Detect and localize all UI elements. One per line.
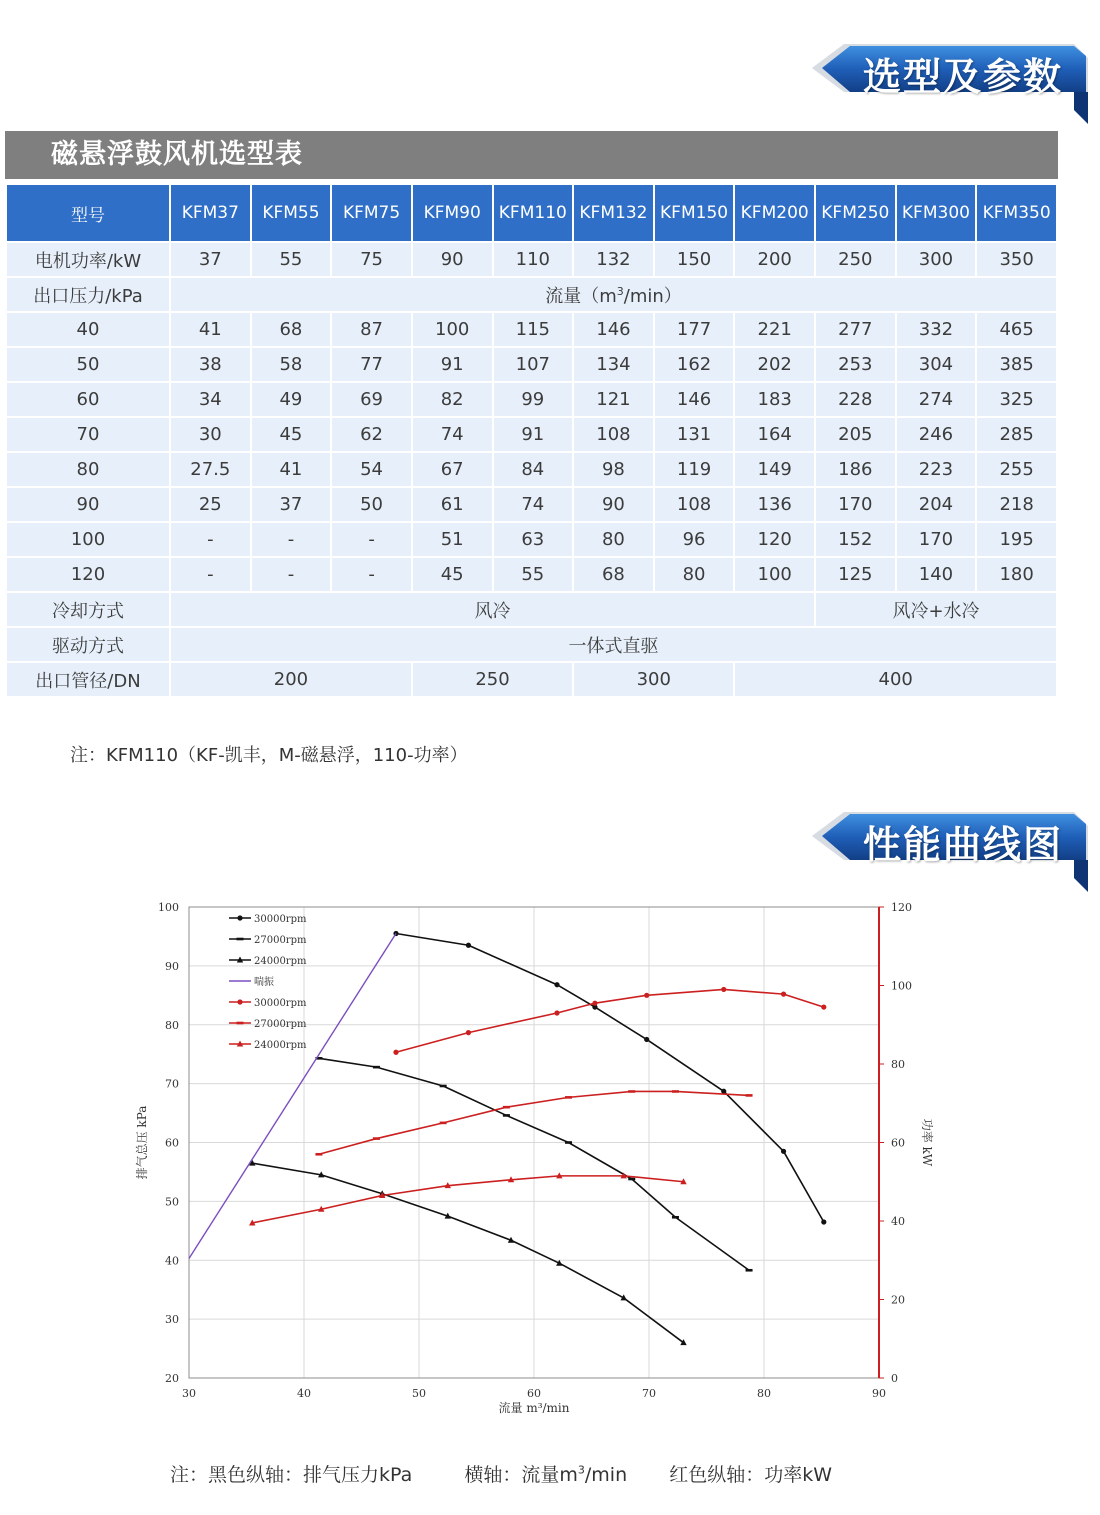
data-point [503, 1106, 510, 1109]
pressure-value: 100 [7, 523, 169, 556]
drive-value: 一体式直驱 [171, 628, 1056, 661]
note-x-text: 横轴：流量m [464, 1464, 578, 1486]
flow-cell: 107 [494, 348, 573, 381]
flow-cell: 183 [735, 383, 814, 416]
data-point [721, 987, 726, 992]
y-tick-label: 50 [165, 1195, 179, 1209]
model-note: 注：KFM110（KF-凯丰，M-磁悬浮，110-功率） [70, 745, 468, 766]
flow-cell: 68 [574, 558, 653, 591]
table-row [7, 558, 1056, 591]
flow-cell: 205 [816, 418, 895, 451]
data-point [237, 938, 244, 941]
dn-label: 出口管径/DN [7, 663, 169, 696]
flow-cell: 100 [413, 313, 492, 346]
flow-cell: 74 [413, 418, 492, 451]
table-row [7, 383, 1056, 416]
flow-cell: 180 [977, 558, 1056, 591]
flow-cell: 195 [977, 523, 1056, 556]
y-tick-label: 60 [165, 1136, 179, 1150]
flow-cell: 285 [977, 418, 1056, 451]
flow-cell: 125 [816, 558, 895, 591]
power-label: 电机功率/kW [7, 243, 169, 276]
y2-tick-label: 100 [891, 979, 912, 993]
data-point [373, 1137, 380, 1140]
flow-cell: 121 [574, 383, 653, 416]
selection-table [5, 183, 1058, 698]
header-model: KFM250 [816, 185, 895, 241]
data-point [554, 982, 559, 987]
flow-cell: 58 [252, 348, 331, 381]
table-cell: 37 [171, 243, 250, 276]
x-tick-label: 50 [412, 1387, 426, 1400]
data-point [237, 1022, 244, 1025]
flow-label-unit: /min） [623, 285, 682, 307]
cooling-label: 冷却方式 [7, 593, 169, 626]
data-point [721, 1089, 726, 1094]
data-point [644, 993, 649, 998]
header-model: KFM37 [171, 185, 250, 241]
x-tick-label: 40 [297, 1387, 311, 1400]
flow-cell: 68 [252, 313, 331, 346]
y2-tick-label: 0 [891, 1372, 898, 1385]
dn-value: 300 [574, 663, 733, 696]
note-x-axis [464, 1460, 627, 1487]
cooling-air: 风冷 [171, 593, 814, 626]
flow-cell: 332 [897, 313, 976, 346]
legend-label: 喘振 [254, 977, 274, 988]
table-title: 磁悬浮鼓风机选型表 [5, 131, 1058, 179]
table-cell: 300 [897, 243, 976, 276]
dn-value: 250 [413, 663, 572, 696]
performance-chart [130, 893, 950, 1433]
series-line [396, 989, 824, 1052]
header-model: KFM300 [897, 185, 976, 241]
flow-cell: 37 [252, 488, 331, 521]
header-model: KFM350 [977, 185, 1056, 241]
table-cell: 55 [252, 243, 331, 276]
table-row [7, 488, 1056, 521]
table-row [7, 313, 1056, 346]
flow-cell: 170 [816, 488, 895, 521]
series-line [396, 933, 824, 1221]
y2-tick-label: 40 [891, 1215, 905, 1228]
data-point [644, 1037, 649, 1042]
legend-label: 27000rpm [254, 935, 307, 946]
pressure-value: 80 [7, 453, 169, 486]
y-tick-label: 70 [165, 1077, 179, 1091]
flow-cell: 223 [897, 453, 976, 486]
flow-cell: 74 [494, 488, 573, 521]
flow-cell: 221 [735, 313, 814, 346]
header-model: KFM150 [655, 185, 734, 241]
data-point [821, 1004, 826, 1009]
flow-cell: 100 [735, 558, 814, 591]
note-x-unit: /min [584, 1464, 628, 1486]
flow-cell: 170 [897, 523, 976, 556]
legend-label: 24000rpm [254, 956, 307, 967]
flow-cell: 277 [816, 313, 895, 346]
flow-cell: 304 [897, 348, 976, 381]
flow-cell: - [332, 558, 411, 591]
legend-item [229, 1040, 307, 1051]
table-cell: 250 [816, 243, 895, 276]
drive-row [7, 628, 1056, 661]
flow-cell: 146 [574, 313, 653, 346]
flow-label-text: 流量（m [545, 285, 617, 307]
note-x-sup: 3 [577, 1463, 585, 1477]
pressure-value: 50 [7, 348, 169, 381]
flow-cell: 84 [494, 453, 573, 486]
series-line [252, 1163, 683, 1343]
flow-cell: 228 [816, 383, 895, 416]
pressure-value: 60 [7, 383, 169, 416]
flow-cell: 50 [332, 488, 411, 521]
flow-cell: 90 [574, 488, 653, 521]
flow-cell: 186 [816, 453, 895, 486]
table-cell: 90 [413, 243, 492, 276]
flow-cell: 62 [332, 418, 411, 451]
flow-cell: 152 [816, 523, 895, 556]
data-point [440, 1122, 447, 1125]
header-model: KFM110 [494, 185, 573, 241]
chart-note [170, 1460, 832, 1487]
flow-cell: 45 [252, 418, 331, 451]
data-point [466, 943, 471, 948]
banner-title: 性能曲线图 [862, 823, 1063, 867]
dn-value: 200 [171, 663, 411, 696]
x-tick-label: 90 [872, 1387, 886, 1400]
flow-cell: 149 [735, 453, 814, 486]
power-row [7, 243, 1056, 276]
flow-cell: 108 [574, 418, 653, 451]
x-axis-title: 流量 m³/min [498, 1401, 570, 1415]
flow-cell: 61 [413, 488, 492, 521]
banner-title: 选型及参数 [862, 55, 1063, 99]
data-point [440, 1085, 447, 1088]
header-model: KFM132 [574, 185, 653, 241]
x-tick-label: 70 [642, 1387, 656, 1400]
flow-cell: - [252, 523, 331, 556]
table-row [7, 453, 1056, 486]
legend-label: 27000rpm [254, 1019, 307, 1030]
header-model: KFM75 [332, 185, 411, 241]
flow-cell: 69 [332, 383, 411, 416]
x-tick-label: 60 [527, 1387, 541, 1400]
flow-cell: 27.5 [171, 453, 250, 486]
flow-cell: 465 [977, 313, 1056, 346]
flow-cell: 54 [332, 453, 411, 486]
flow-cell: 55 [494, 558, 573, 591]
table-cell: 350 [977, 243, 1056, 276]
y-tick-label: 20 [165, 1372, 179, 1385]
data-point [821, 1219, 826, 1224]
pressure-value: 90 [7, 488, 169, 521]
legend-label: 30000rpm [254, 998, 307, 1009]
data-point [672, 1216, 679, 1219]
flow-cell: 146 [655, 383, 734, 416]
y2-tick-label: 60 [891, 1136, 905, 1150]
pressure-label: 出口压力/kPa [7, 278, 169, 311]
x-tick-label: 80 [757, 1387, 771, 1400]
table-cell: 132 [574, 243, 653, 276]
y-tick-label: 90 [165, 959, 179, 973]
data-point [672, 1090, 679, 1093]
flow-cell: - [171, 558, 250, 591]
data-point [237, 915, 242, 920]
data-point [746, 1269, 753, 1272]
flow-cell: 34 [171, 383, 250, 416]
data-point [393, 1050, 398, 1055]
table-row [7, 523, 1056, 556]
flow-cell: 253 [816, 348, 895, 381]
flow-cell: 274 [897, 383, 976, 416]
flow-cell: 38 [171, 348, 250, 381]
flow-cell: 325 [977, 383, 1056, 416]
flow-cell: 87 [332, 313, 411, 346]
flow-cell: 98 [574, 453, 653, 486]
y-tick-label: 30 [165, 1313, 179, 1327]
section-banner-selection [812, 40, 1092, 122]
y-tick-label: 100 [158, 901, 179, 914]
y2-tick-label: 80 [891, 1058, 905, 1071]
data-point [592, 1001, 597, 1006]
table-header-row [7, 185, 1056, 241]
data-point [554, 1010, 559, 1015]
flow-cell: 41 [171, 313, 250, 346]
legend-label: 24000rpm [254, 1040, 307, 1051]
flow-cell: 162 [655, 348, 734, 381]
data-point [373, 1066, 380, 1069]
flow-cell: - [171, 523, 250, 556]
data-point [503, 1114, 510, 1117]
legend-item [229, 975, 274, 988]
header-model-label: 型号 [7, 185, 169, 241]
legend-item [229, 935, 307, 946]
series-line [252, 1176, 683, 1223]
header-model: KFM55 [252, 185, 331, 241]
dn-value: 400 [735, 663, 1056, 696]
y-tick-label: 40 [165, 1254, 179, 1268]
table-row [7, 348, 1056, 381]
series-pressure-24000rpm [249, 1160, 687, 1346]
cooling-row [7, 593, 1056, 626]
y-tick-label: 80 [165, 1018, 179, 1032]
data-point [628, 1090, 635, 1093]
pressure-value: 120 [7, 558, 169, 591]
note-right-axis: 红色纵轴：功率kW [669, 1464, 832, 1486]
series-power-24000rpm [249, 1172, 687, 1225]
flow-cell: 82 [413, 383, 492, 416]
flow-cell: 91 [413, 348, 492, 381]
data-point [781, 992, 786, 997]
legend-item [229, 998, 307, 1009]
flow-cell: 108 [655, 488, 734, 521]
y2-tick-label: 20 [891, 1293, 905, 1307]
pressure-header-row [7, 278, 1056, 311]
table-cell: 75 [332, 243, 411, 276]
flow-cell: 80 [574, 523, 653, 556]
series-surge-喘振 [189, 933, 396, 1258]
flow-cell: 255 [977, 453, 1056, 486]
data-point [565, 1096, 572, 1099]
table-cell: 110 [494, 243, 573, 276]
flow-cell: 218 [977, 488, 1056, 521]
legend-item [229, 914, 307, 925]
flow-cell: 63 [494, 523, 573, 556]
drive-label: 驱动方式 [7, 628, 169, 661]
data-point [781, 1149, 786, 1154]
flow-cell: 67 [413, 453, 492, 486]
legend-item [229, 956, 307, 967]
legend-label: 30000rpm [254, 914, 307, 925]
flow-cell: 77 [332, 348, 411, 381]
flow-cell: 119 [655, 453, 734, 486]
header-model: KFM90 [413, 185, 492, 241]
flow-cell: 385 [977, 348, 1056, 381]
cooling-mixed: 风冷+水冷 [816, 593, 1056, 626]
data-point [746, 1094, 753, 1097]
flow-cell: 134 [574, 348, 653, 381]
y2-tick-label: 120 [891, 901, 912, 914]
flow-cell: 115 [494, 313, 573, 346]
series-power-30000rpm [393, 987, 826, 1055]
flow-cell: 80 [655, 558, 734, 591]
flow-cell: 25 [171, 488, 250, 521]
flow-cell: 120 [735, 523, 814, 556]
data-point [565, 1141, 572, 1144]
table-cell: 150 [655, 243, 734, 276]
note-left-axis: 注：黑色纵轴：排气压力kPa [170, 1464, 413, 1486]
flow-cell: - [252, 558, 331, 591]
flow-cell: 131 [655, 418, 734, 451]
flow-cell: 51 [413, 523, 492, 556]
flow-cell: 202 [735, 348, 814, 381]
data-point [237, 999, 242, 1004]
flow-cell: 177 [655, 313, 734, 346]
flow-cell: 204 [897, 488, 976, 521]
flow-cell: 49 [252, 383, 331, 416]
section-banner-performance [812, 808, 1092, 890]
flow-label-sup: 3 [616, 284, 624, 298]
flow-cell: 96 [655, 523, 734, 556]
flow-label [171, 278, 1056, 311]
y2-axis-title: 功率 kW [920, 1118, 934, 1167]
flow-cell: 140 [897, 558, 976, 591]
series-pressure-30000rpm [393, 931, 826, 1225]
dn-row [7, 663, 1056, 696]
data-point [466, 1030, 471, 1035]
x-tick-label: 30 [182, 1387, 196, 1400]
data-point [315, 1153, 322, 1156]
pressure-value: 70 [7, 418, 169, 451]
series-line [189, 933, 396, 1258]
flow-cell: 41 [252, 453, 331, 486]
table-cell: 200 [735, 243, 814, 276]
flow-cell: 164 [735, 418, 814, 451]
pressure-value: 40 [7, 313, 169, 346]
y-axis-title: 排气总压 kPa [135, 1105, 149, 1180]
flow-cell: 30 [171, 418, 250, 451]
header-model: KFM200 [735, 185, 814, 241]
data-point [628, 1178, 635, 1181]
flow-cell: 45 [413, 558, 492, 591]
flow-cell: - [332, 523, 411, 556]
flow-cell: 136 [735, 488, 814, 521]
table-row [7, 418, 1056, 451]
flow-cell: 99 [494, 383, 573, 416]
flow-cell: 246 [897, 418, 976, 451]
flow-cell: 91 [494, 418, 573, 451]
